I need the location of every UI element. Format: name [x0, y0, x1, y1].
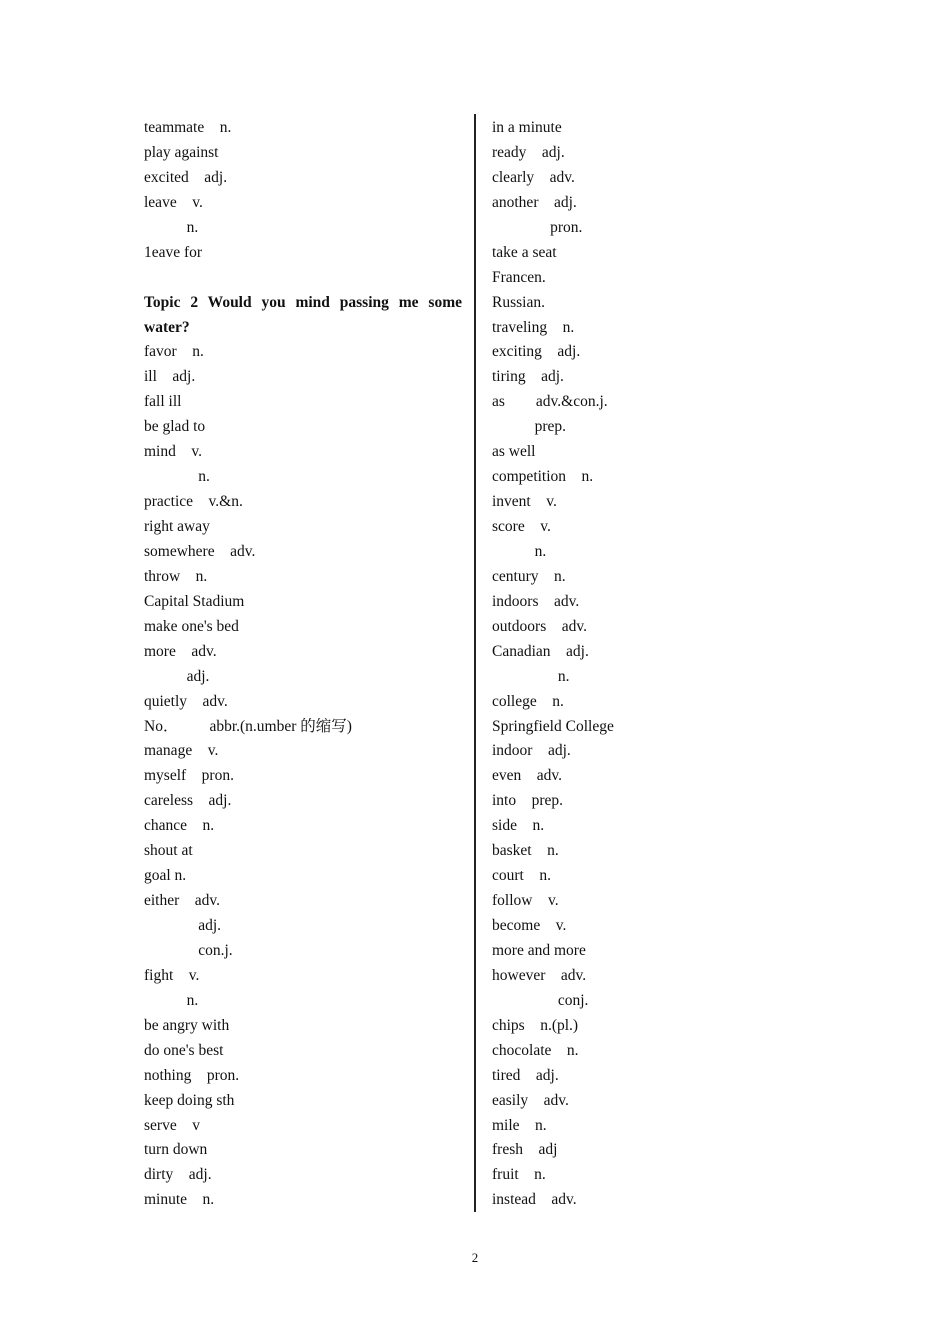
- vocab-entry: century n.: [492, 567, 566, 585]
- vocab-entry: another adj.: [492, 193, 577, 211]
- vocab-entry: No． abbr.(n.umber 的缩写): [144, 717, 352, 735]
- vocab-entry: practice v.&n.: [144, 493, 243, 511]
- vocab-entry: more adv.: [144, 642, 217, 660]
- vocab-entry: become v.: [492, 917, 567, 934]
- vocab-entry: side n.: [492, 817, 545, 835]
- vocab-entry: dirty adj.: [144, 1166, 212, 1184]
- vocab-entry: con.j.: [144, 941, 233, 959]
- vocab-entry: chocolate n.: [492, 1041, 579, 1059]
- vocab-entry: court n.: [492, 867, 551, 885]
- vocab-entry: chips n.(pl.): [492, 1016, 579, 1034]
- vocab-entry: take a seat: [492, 243, 557, 261]
- vocab-entry: mind v.: [144, 443, 202, 461]
- vocab-entry: as well: [492, 443, 536, 461]
- vocab-entry: invent v.: [492, 493, 557, 511]
- vocab-entry: excited adj.: [144, 168, 228, 186]
- vocab-entry: outdoors adv.: [492, 617, 587, 635]
- vocab-entry: in a minute: [492, 119, 562, 136]
- vocab-entry: teammate n.: [144, 119, 232, 136]
- vocab-entry: Canadian adj.: [492, 642, 589, 660]
- vocab-entry: even adv.: [492, 767, 563, 785]
- vocab-entry: conj.: [492, 991, 589, 1009]
- vocab-entry: clearly adv.: [492, 168, 575, 186]
- vocab-entry: keep doing sth: [144, 1091, 235, 1109]
- vocab-entry: careless adj.: [144, 792, 232, 810]
- vocab-entry: manage v.: [144, 742, 219, 760]
- vocab-entry: Russian.: [492, 293, 545, 311]
- vocab-entry: indoor adj.: [492, 742, 571, 760]
- vocab-entry: quietly adv.: [144, 692, 228, 710]
- vocab-entry: shout at: [144, 842, 193, 860]
- vocab-entry: prep.: [492, 418, 567, 436]
- vocab-entry: right away: [144, 518, 210, 535]
- vocab-entry: n.: [144, 218, 199, 236]
- vocab-entry: n.: [492, 667, 570, 685]
- vocab-entry: turn down: [144, 1141, 208, 1159]
- vocab-entry: Capital Stadium: [144, 592, 245, 610]
- vocab-entry: chance n.: [144, 817, 215, 835]
- vocab-entry: score v.: [492, 518, 551, 535]
- vocab-entry: adj.: [144, 667, 210, 685]
- vocab-entry: be glad to: [144, 418, 206, 436]
- vocab-entry: play against: [144, 143, 219, 161]
- vocab-entry: favor n.: [144, 343, 204, 361]
- vocab-entry: easily adv.: [492, 1091, 569, 1109]
- vocab-entry: somewhere adv.: [144, 542, 256, 560]
- vocab-entry: follow v.: [492, 892, 559, 910]
- vocab-entry: fight v.: [144, 966, 200, 984]
- vocab-entry: traveling n.: [492, 318, 575, 336]
- vocab-entry: serve v: [144, 1116, 200, 1134]
- page-number: 2: [471, 1250, 479, 1265]
- vocab-entry: ill adj.: [144, 368, 196, 386]
- vocab-entry: myself pron.: [144, 767, 234, 785]
- vocab-entry: leave v.: [144, 193, 203, 211]
- vocab-entry: minute n.: [144, 1191, 215, 1209]
- topic-heading: Topic 2 Would you mind passing me some water?: [144, 293, 462, 336]
- vocab-entry: competition n.: [492, 468, 594, 486]
- vocab-entry: as adv.&con.j.: [492, 393, 608, 411]
- vocab-entry: goal n.: [144, 867, 187, 885]
- vocab-entry: pron.: [492, 218, 583, 236]
- column-divider: [474, 114, 476, 1212]
- vocab-entry: nothing pron.: [144, 1066, 240, 1084]
- vocabulary-column-right: [492, 116, 822, 1213]
- vocab-entry: 1eave for: [144, 243, 203, 261]
- vocab-entry: either adv.: [144, 892, 221, 910]
- vocab-entry: indoors adv.: [492, 592, 580, 610]
- vocab-entry: fall ill: [144, 393, 182, 411]
- vocab-entry: tired adj.: [492, 1066, 559, 1084]
- vocab-entry: n.: [144, 991, 199, 1009]
- vocab-entry: basket n.: [492, 842, 559, 860]
- vocab-entry: fresh adj: [492, 1141, 558, 1159]
- vocab-entry: fruit n.: [492, 1166, 546, 1184]
- vocab-entry: n.: [144, 468, 210, 486]
- vocab-entry: adj.: [144, 917, 222, 934]
- vocab-entry: ready adj.: [492, 143, 565, 161]
- vocab-entry: do one's best: [144, 1041, 224, 1059]
- vocab-entry: mile n.: [492, 1116, 547, 1134]
- vocab-entry: however adv.: [492, 966, 587, 984]
- vocab-entry: Springfield College: [492, 717, 614, 735]
- vocab-entry: college n.: [492, 692, 564, 710]
- vocab-entry: exciting adj.: [492, 343, 581, 361]
- vocab-entry: tiring adj.: [492, 368, 564, 386]
- vocab-entry: throw n.: [144, 567, 208, 585]
- vocab-entry: make one's bed: [144, 617, 239, 635]
- vocabulary-column-left: [144, 116, 462, 1213]
- vocab-entry: into prep.: [492, 792, 564, 810]
- vocab-entry: n.: [492, 542, 547, 560]
- vocab-entry: be angry with: [144, 1016, 230, 1034]
- vocab-entry: instead adv.: [492, 1191, 577, 1209]
- vocab-entry: more and more: [492, 941, 586, 959]
- blank-line: [144, 266, 462, 291]
- vocab-entry: Francen.: [492, 268, 546, 286]
